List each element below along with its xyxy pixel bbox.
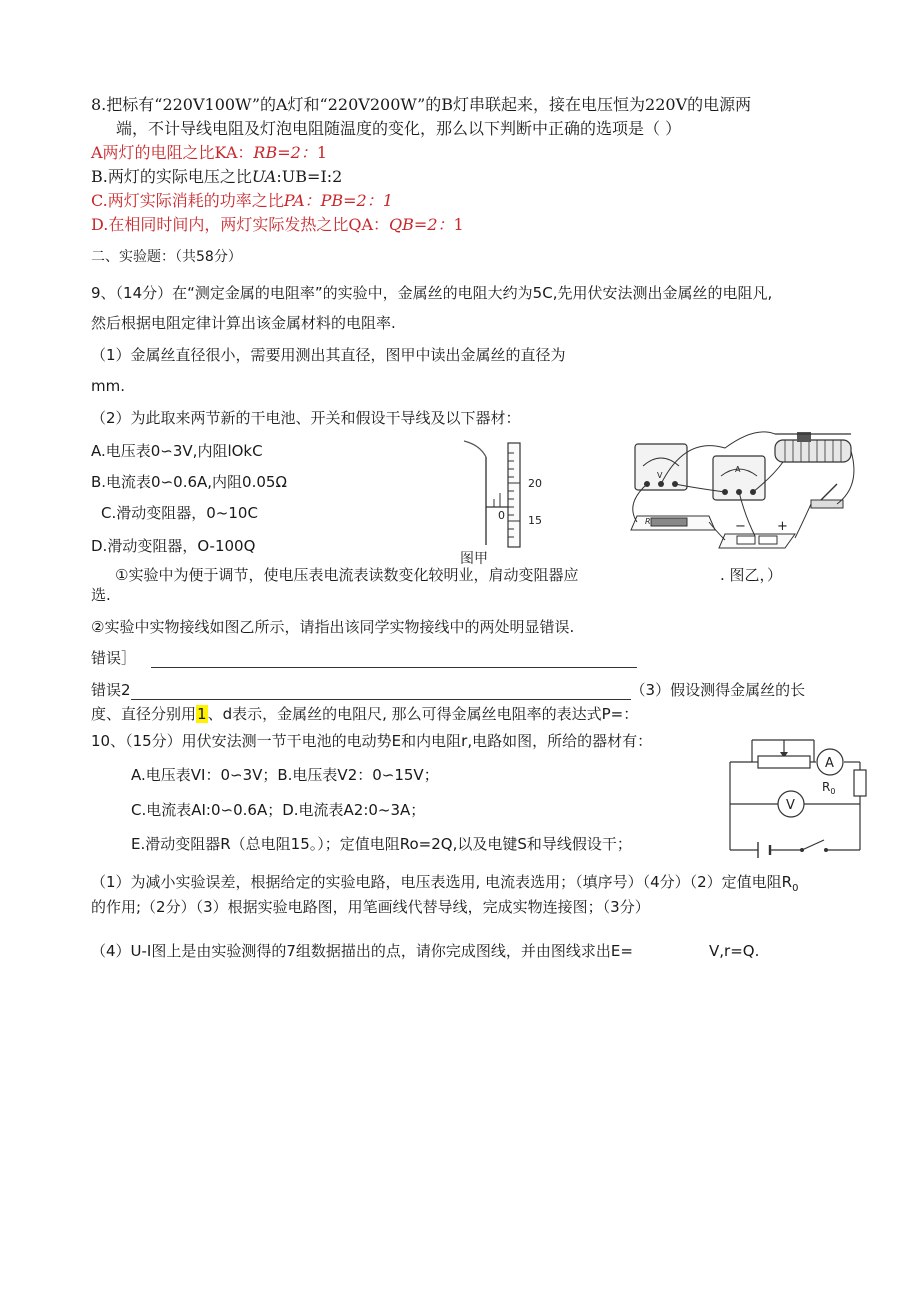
- q9-part3-line2: [91, 704, 638, 724]
- physical-circuit-figure: [625, 426, 865, 560]
- q9-part3-text-a: 度、直径分别用: [91, 705, 197, 723]
- q8-option-a: [91, 143, 327, 163]
- q8-option-b: [91, 167, 342, 187]
- q9-part2: （2）为此取来两节新的干电池、开关和假设干导线及以下器材：: [91, 409, 521, 427]
- q9-error1-row: [91, 648, 637, 668]
- q10-part1-subscript: 0: [792, 883, 799, 894]
- q10-part2-line: 的作用;（2分）（3）根据实验电路图，用笔画线代替导线，完成实物连接图；（3分）: [91, 898, 650, 916]
- q9-option-a: A.电压表0∽3V,内阻lOkC: [91, 442, 263, 460]
- q10-part1-line: [91, 872, 798, 899]
- switch-device: [811, 500, 843, 508]
- error2-answer-blank[interactable]: [131, 683, 631, 700]
- q8-option-c-text: C.两灯实际消耗的功率之比: [91, 191, 284, 210]
- error1-answer-blank[interactable]: [151, 651, 637, 668]
- q9-option-c: C.滑动变阻器，0~10C: [101, 504, 258, 522]
- voltmeter-symbol-label: V: [786, 798, 795, 813]
- fixed-resistor-symbol: [854, 770, 866, 796]
- q9-option-d: D.滑动变阻器，O-100Q: [91, 537, 256, 555]
- q10-option-e: E.滑动变阻器R（总电阻15。）；定值电阻Ro=2Q,以及电键S和导线假设干；: [131, 835, 632, 853]
- q8-option-a-value: 1: [316, 143, 328, 162]
- q9-part1-unit: mm.: [91, 377, 125, 395]
- battery-minus-label: −: [735, 519, 746, 534]
- micrometer-tick-15: 15: [528, 514, 542, 527]
- q9-part3-line1: （3）假设测得金属丝的长: [630, 681, 806, 699]
- battery-plus-label: +: [777, 519, 788, 534]
- q9-sub1-line1: ①实验中为便于调节，使电压表电流表读数变化较明业，肩动变阻器应: [115, 566, 579, 584]
- q9-part3-text-b: 、d表示，金属丝的电阻尺, 那么可得金属丝电阻率的表达式P=：: [207, 705, 639, 723]
- q8-option-d: [91, 215, 464, 235]
- q10-part4-text: （4）U-I图上是由实验测得的7组数据描出的点，请你完成图线，并由图线求出E=: [91, 942, 633, 960]
- rheostat-symbol: [758, 756, 810, 768]
- micrometer-tick-20: 20: [528, 477, 542, 490]
- q8-option-a-ratio: RB=2：: [253, 143, 317, 162]
- micrometer-tick-0: 0: [498, 509, 505, 522]
- q8-option-c-ratio: PA：PB=2：1: [283, 191, 393, 210]
- q9-error2-row: [91, 680, 805, 700]
- figure-1-caption: 图甲: [460, 551, 488, 567]
- q9-stem-line2: 然后根据电阻定律计算出该金属材料的电阻率.: [91, 314, 396, 332]
- q9-part1: （1）金属丝直径很小，需要用测出其直径，图甲中读出金属丝的直径为: [91, 346, 566, 364]
- q8-stem-line1: 8.把标有“220V100W”的A灯和“220V200W”的B灯串联起来，接在电压恒为220V的电源两: [91, 95, 752, 114]
- fixed-resistor-label: $R_0$: [822, 780, 836, 796]
- battery-box: [719, 534, 795, 548]
- micrometer-figure: [458, 437, 558, 569]
- q9-stem-line1: 9、（14分）在“测定金属的电阻率”的实验中，金属丝的电阻大约为5C,先用伏安法测出金属丝的电阻凡,: [91, 284, 773, 302]
- error1-label: 错误］: [91, 649, 137, 667]
- circuit-diagram: [722, 728, 870, 862]
- q8-stem-line2: 端，不计导线电阻及灯泡电阻随温度的变化，那么以下判断中正确的选项是（ ）: [116, 119, 682, 138]
- q8-option-a-text: A两灯的电阻之比KA：: [91, 143, 254, 162]
- q9-sub2: ②实验中实物接线如图乙所示，请指出该同学实物接线中的两处明显错误.: [91, 618, 575, 636]
- voltmeter-label: V: [657, 471, 663, 480]
- q10-part4-units: V,r=Q.: [709, 942, 760, 960]
- q10-options-cd: C.电流表AI:0∽0.6A；D.电流表A2:0~3A；: [131, 801, 426, 819]
- q8-option-b-ratio: :UB=I:2: [276, 167, 343, 186]
- q8-option-c: [91, 191, 393, 211]
- highlighted-symbol: 1: [197, 705, 207, 723]
- q8-option-b-text: B.两灯的实际电压之比: [91, 167, 252, 186]
- ammeter-label: A: [735, 465, 741, 474]
- q8-option-d-value: 1: [453, 215, 464, 234]
- ammeter-symbol-label: A: [825, 756, 834, 771]
- section-2-heading: 二、实验题：（共58分）: [91, 249, 242, 265]
- q8-option-d-text: D.在相同时间内，两灯实际发热之比QA：: [91, 215, 390, 234]
- q9-option-b: B.电流表0∽0.6A,内阻0.05Ω: [91, 473, 287, 491]
- q10-part1-text: （1）为减小实验误差，根据给定的实验电路，电压表选用, 电流表选用；（填序号）（4分）（2）定值电阻R: [91, 873, 793, 891]
- q10-options-ab: A.电压表VI：0∽3V；B.电压表V2：0∽15V；: [131, 766, 439, 784]
- q9-sub1-line2: 选.: [91, 586, 111, 604]
- q10-stem: 10、（15分）用伏安法测一节干电池的电动势E和内电阻r,电路如图，所给的器材有：: [91, 732, 653, 750]
- resistor-label: R: [645, 517, 651, 526]
- switch-contact: [824, 848, 828, 852]
- figure-2-caption: . 图乙，）: [720, 566, 783, 584]
- rheostat-device: [775, 440, 851, 462]
- error2-label: 错误2: [91, 681, 131, 699]
- q8-option-d-ratio: QB=2：: [389, 215, 454, 234]
- q8-option-b-symbol: UA: [251, 167, 277, 186]
